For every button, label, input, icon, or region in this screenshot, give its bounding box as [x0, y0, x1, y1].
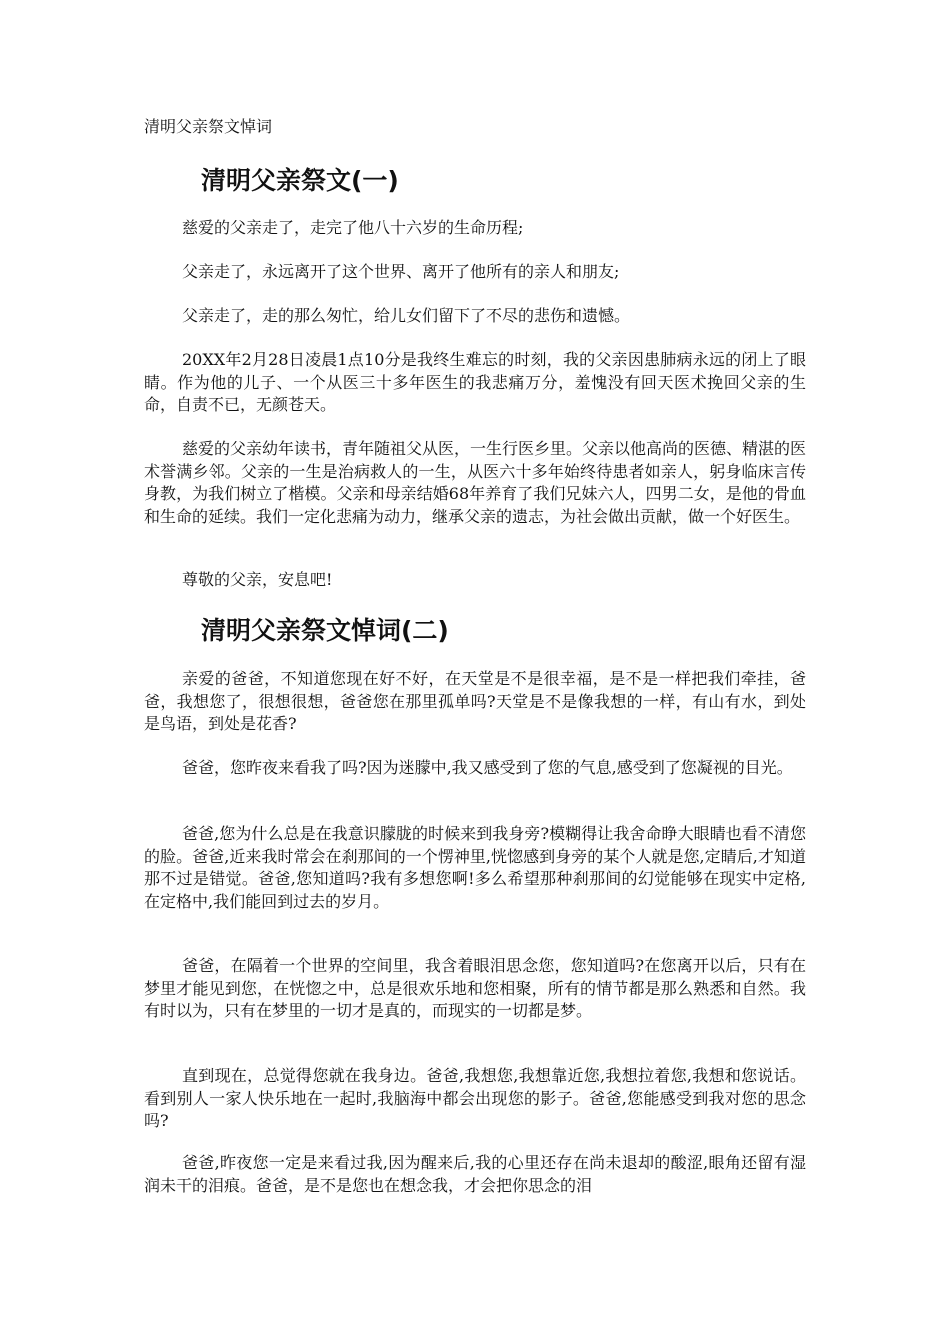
- paragraph: 慈爱的父亲幼年读书，青年随祖父从医，一生行医乡里。父亲以他高尚的医德、精湛的医术誉满乡邻。父亲的一生是治病救人的一生，从医六十多年始终待患者如亲人，躬身临床言传身教，为我们树立了楷模。父亲和母亲结婚68年养育了我们兄妹六人，四男二女，是他的骨血和生命的延续。我们一定化悲痛为动力，继承父亲的遗志，为社会做出贡献，做一个好医生。: [144, 439, 807, 526]
- paragraph: 父亲走了，永远离开了这个世界、离开了他所有的亲人和朋友;: [182, 262, 620, 281]
- section-heading-1: 清明父亲祭文(一): [201, 166, 399, 195]
- section-heading-2: 清明父亲祭文悼词(二): [201, 616, 449, 645]
- paragraph: 直到现在，总觉得您就在我身边。爸爸,我想您,我想靠近您,我想拉着您,我想和您说话。看到别人一家人快乐地在一起时,我脑海中都会出现您的影子。爸爸,您能感受到我对您的思念吗?: [144, 1066, 806, 1130]
- document-title: 清明父亲祭文悼词: [144, 117, 273, 136]
- paragraph: 爸爸,昨夜您一定是来看过我,因为醒来后,我的心里还存在尚未退却的酸涩,眼角还留有湿润未干的泪痕。爸爸，是不是您也在想念我，才会把你思念的泪: [144, 1153, 806, 1195]
- paragraph: 慈爱的父亲走了，走完了他八十六岁的生命历程;: [182, 218, 524, 237]
- paragraph: 尊敬的父亲，安息吧!: [182, 570, 333, 589]
- paragraph: 爸爸,您为什么总是在我意识朦胧的时候来到我身旁?模糊得让我舍命睁大眼睛也看不清您的脸。爸爸,近来我时常会在刹那间的一个愣神里,恍惚感到身旁的某个人就是您,定睛后,才知道那不过是错觉。爸爸,您知道吗?我有多想您啊!多么希望那种刹那间的幻觉能够在现实中定格,在定格中,我们能回到过去的岁月。: [144, 824, 806, 911]
- paragraph: 20XX年2月28日凌晨1点10分是我终生难忘的时刻，我的父亲因患肺病永远的闭上了眼睛。作为他的儿子、一个从医三十多年医生的我悲痛万分，羞愧没有回天医术挽回父亲的生命，自责不已，无颜苍天。: [144, 350, 806, 414]
- paragraph: 亲爱的爸爸，不知道您现在好不好，在天堂是不是很幸福，是不是一样把我们牵挂，爸爸，我想您了，很想很想，爸爸您在那里孤单吗?天堂是不是像我想的一样，有山有水，到处是鸟语，到处是花香?: [144, 669, 806, 733]
- paragraph: 爸爸，在隔着一个世界的空间里，我含着眼泪思念您，您知道吗?在您离开以后，只有在梦里才能见到您，在恍惚之中，总是很欢乐地和您相聚，所有的情节都是那么熟悉和自然。我有时以为，只有在梦里的一切才是真的，而现实的一切都是梦。: [144, 956, 806, 1020]
- paragraph: 父亲走了，走的那么匆忙，给儿女们留下了不尽的悲伤和遗憾。: [182, 306, 631, 325]
- paragraph: 爸爸，您昨夜来看我了吗?因为迷朦中,我又感受到了您的气息,感受到了您凝视的目光。: [182, 758, 793, 777]
